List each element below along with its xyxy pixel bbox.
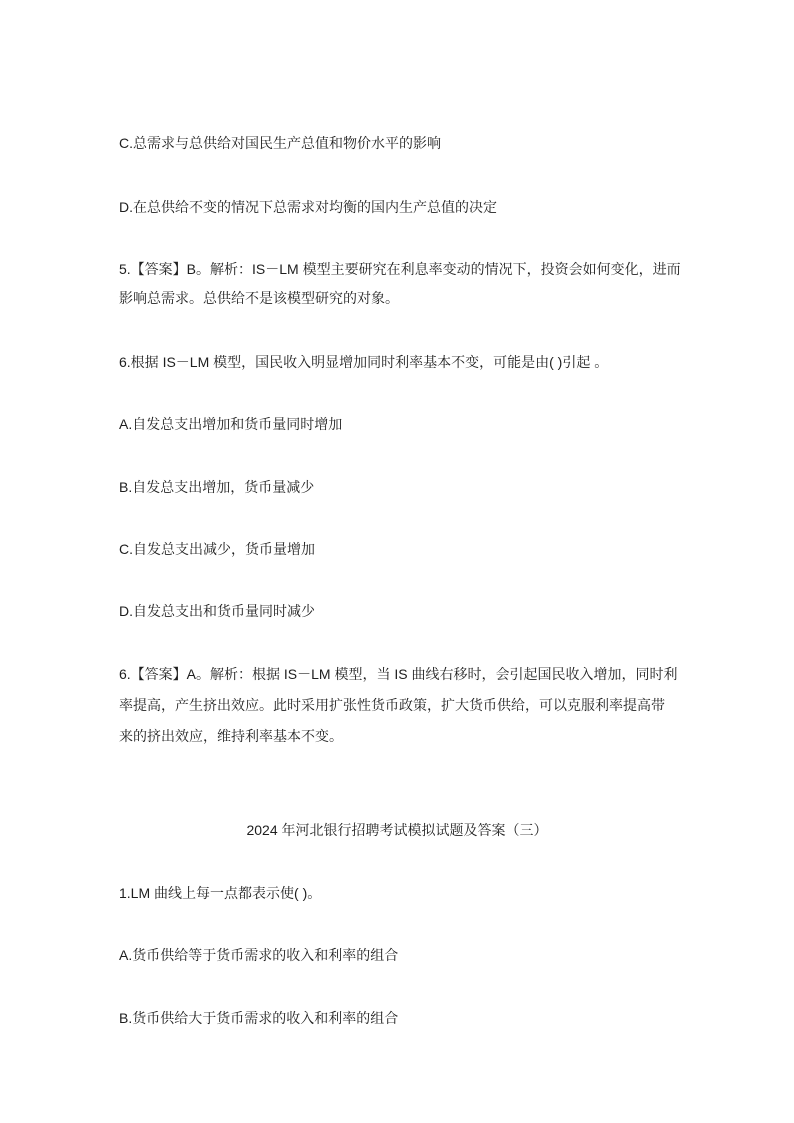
q5-answer-line-2: 影响总需求。总供给不是该模型研究的对象。	[119, 290, 399, 306]
q6-option-c: C.自发总支出减少，货币量增加	[119, 541, 315, 557]
q5-option-d: D.在总供给不变的情况下总需求对均衡的国内生产总值的决定	[119, 199, 497, 215]
q6-option-d: D.自发总支出和货币量同时减少	[119, 603, 315, 619]
q6-answer-line-2: 率提高，产生挤出效应。此时采用扩张性货币政策，扩大货币供给，可以克服利率提高带	[119, 697, 665, 713]
q1-option-a: A.货币供给等于货币需求的收入和利率的组合	[119, 947, 399, 963]
section-title: 2024 年河北银行招聘考试模拟试题及答案（三）	[246, 822, 548, 838]
q1-stem: 1.LM 曲线上每一点都表示使( )。	[119, 885, 322, 901]
q5-option-c: C.总需求与总供给对国民生产总值和物价水平的影响	[119, 135, 441, 151]
q6-answer-line-3: 来的挤出效应，维持利率基本不变。	[119, 728, 343, 744]
q6-answer-line-1: 6.【答案】A。解析：根据 IS－LM 模型，当 IS 曲线右移时，会引起国民收入增加，同时利	[119, 666, 678, 682]
q6-option-a: A.自发总支出增加和货币量同时增加	[119, 416, 343, 432]
q5-answer-line-1: 5.【答案】B。解析：IS－LM 模型主要研究在利息率变动的情况下，投资会如何变化，进而	[119, 261, 681, 277]
q6-option-b: B.自发总支出增加，货币量减少	[119, 479, 315, 495]
q6-stem: 6.根据 IS－LM 模型，国民收入明显增加同时利率基本不变，可能是由( )引起 。	[119, 354, 609, 370]
q1-option-b: B.货币供给大于货币需求的收入和利率的组合	[119, 1010, 399, 1026]
